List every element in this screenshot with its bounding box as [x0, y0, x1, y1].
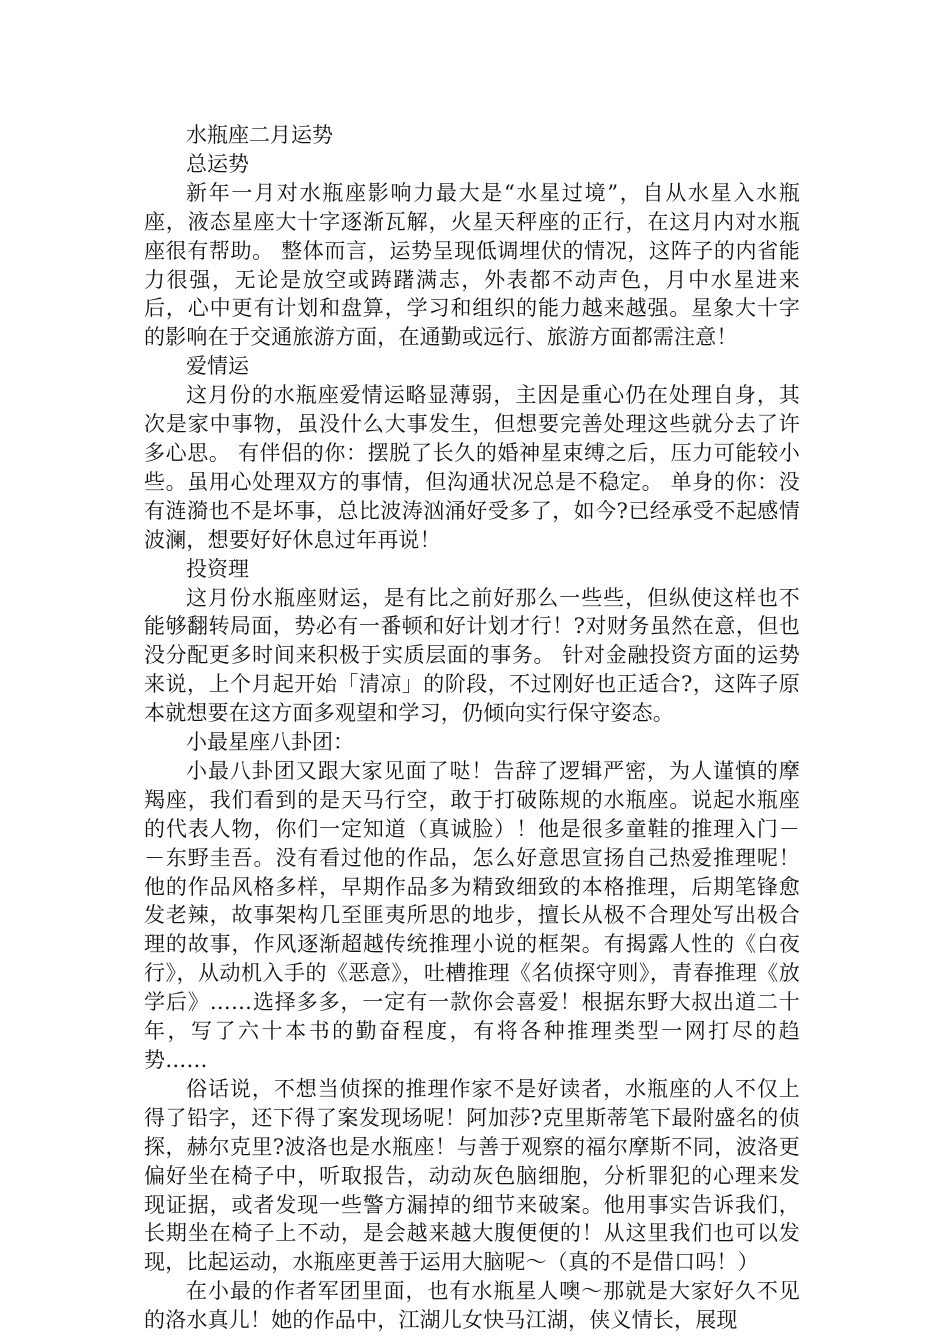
section-heading-love: 爱情运	[186, 354, 249, 379]
paragraph-love: 这月份的水瓶座爱情运略显薄弱，主因是重心仍在处理自身，其次是家中事物，虽没什么大事发生，但想要完善处理这些就分去了许多心思。 有伴侣的你：摆脱了长久的婚神星束缚之后，压力可能较小些。虽用心处理双方的事情，但沟通状况总是不稳定。 单身的你：没有涟漪也不是坏事，总比波涛汹涌好受多了，如今?已经承受不起感情波澜，想要好好休息过年再说！	[144, 383, 800, 552]
paragraph-overall: 新年一月对水瓶座影响力最大是“水星过境”，自从水星入水瓶座，液态星座大十字逐渐瓦解，火星天秤座的正行，在这月内对水瓶座很有帮助。 整体而言，运势呈现低调埋伏的情况，这阵子的内省能力很强，无论是放空或踌躇满志，外表都不动声色，月中水星进来后，心中更有计划和盘算，学习和组织的能力越来越强。星象大十字的影响在于交通旅游方面，在通勤或远行、旅游方面都需注意！	[144, 180, 800, 350]
section-heading-investment: 投资理	[186, 556, 249, 581]
document-body	[144, 121, 800, 1335]
paragraph-investment: 这月份水瓶座财运，是有比之前好那么一些些，但纵使这样也不能够翻转局面，势必有一番顿和好计划才行！?对财务虽然在意，但也没分配更多时间来积极于实质层面的事务。 针对金融投资方面的运势来说，上个月起开始「清凉」的阶段，不过刚好也正适合?，这阵子原本就想要在这方面多观望和学习，仍倾向实行保守姿态。	[144, 585, 800, 726]
document-title: 水瓶座二月运势	[186, 123, 333, 147]
paragraph-gossip-2: 俗话说，不想当侦探的推理作家不是好读者，水瓶座的人不仅上得了铅字，还下得了案发现场呢！阿加莎?克里斯蒂笔下最附盛名的侦探，赫尔克里?波洛也是水瓶座！与善于观察的福尔摩斯不同，波洛更偏好坐在椅子中，听取报告，动动灰色脑细胞，分析罪犯的心理来发现证据，或者发现一些警方漏掉的细节来破案。他用事实告诉我们，长期坐在椅子上不动，是会越来越大腹便便的！从这里我们也可以发现，比起运动，水瓶座更善于运用大脑呢～（真的不是借口吗！）	[144, 1076, 800, 1275]
section-heading-overall: 总运势	[186, 151, 249, 176]
paragraph-gossip-3: 在小最的作者军团里面，也有水瓶星人噢～那就是大家好久不见的洛水真儿！她的作品中，江湖儿女快马江湖，侠义情长，展现	[144, 1279, 800, 1333]
section-heading-gossip: 小最星座八卦团：	[186, 730, 354, 755]
paragraph-gossip-1: 小最八卦团又跟大家见面了哒！告辞了逻辑严密，为人谨慎的摩羯座，我们看到的是天马行空，敢于打破陈规的水瓶座。说起水瓶座的代表人物，你们一定知道（真诚脸）！他是很多童鞋的推理入门－－东野圭吾。没有看过他的作品，怎么好意思宣扬自己热爱推理呢！他的作品风格多样，早期作品多为精致细致的本格推理，后期笔锋愈发老辣，故事架构几至匪夷所思的地步，擅长从极不合理处写出极合理的故事，作风逐渐超越传统推理小说的框架。有揭露人性的《白夜行》，从动机入手的《恶意》，吐槽推理《名侦探守则》，青春推理《放学后》……选择多多，一定有一款你会喜爱！根据东野大叔出道二十年，写了六十本书的勤奋程度，有将各种推理类型一网打尽的趋势……	[144, 758, 800, 1072]
